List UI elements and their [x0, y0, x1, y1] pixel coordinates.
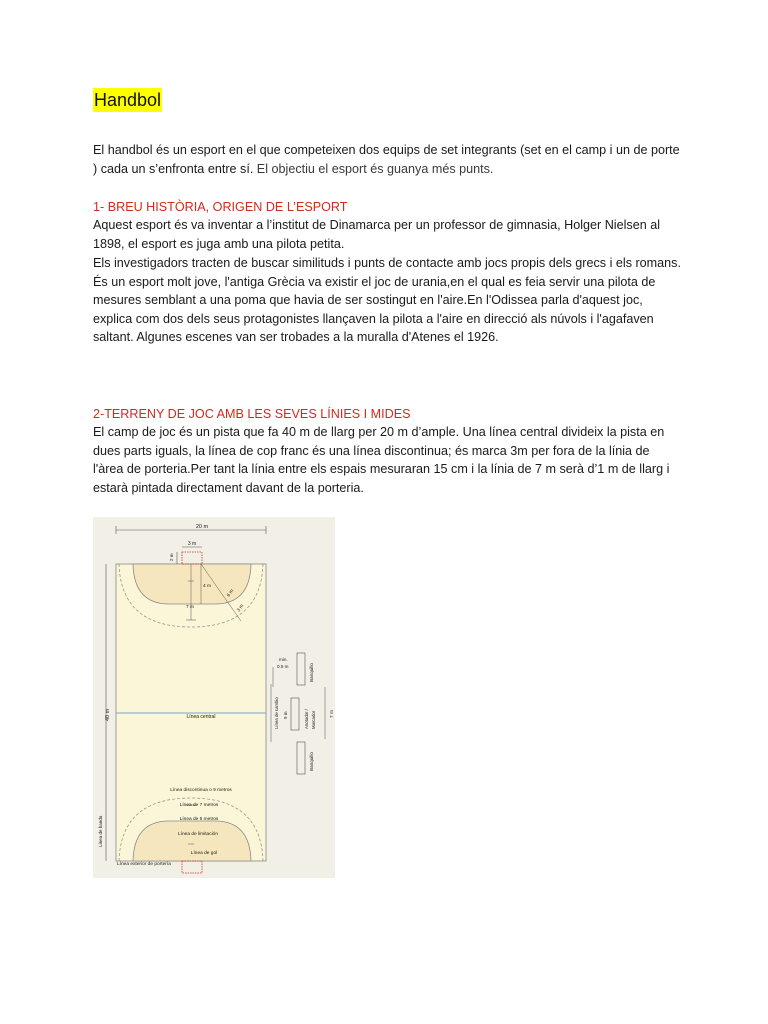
substitution-9m-label: 9 m	[283, 711, 288, 719]
dashed-9m-label: Línea discontinua o 9 metros	[170, 788, 232, 793]
length-label: 40 m	[105, 708, 111, 721]
goal-line-label: Línea de gol	[190, 851, 218, 856]
limit-line-label: Línea de limitación	[178, 832, 218, 837]
outer-goal-line-label: Línea exterior de portería	[117, 862, 171, 867]
goal-width-label: 3 m	[187, 541, 197, 547]
side-line-label: Línea de banda	[98, 815, 103, 847]
bottom-bench-label: Banquillo	[309, 752, 314, 771]
label-4m: 4 m	[203, 584, 211, 589]
scorer-table	[291, 698, 299, 730]
top-bench-label: Banquillo	[309, 663, 314, 682]
section-1-paragraph-2: Els investigadors tracten de buscar similituds i punts de contacte amb jocs propis dels grecs i els romans. És un esport molt jove, l'antiga Grècia va existir el joc de urania,en el qual es feia servir una pilota de mesures semblant a una poma que havia de ser sostingut en l'aire.En l'Odissea parla d'aquest joc, explica com dos dels seus protagonistes llançaven la pilota a l'aire en direcció als núvols i l'agafaven saltant. Algunes escenes van ser trobades a la muralla d'Atenes el 1926.	[93, 256, 681, 344]
intro-text: El handbol és un esport en el que competeixen dos equips de set integrants (set en el camp i un de porte ) cada un s’enfronta entre sí.	[93, 143, 680, 176]
bottom-bench	[297, 742, 305, 774]
scorer-label-1: Anotador /	[304, 709, 309, 729]
intro-paragraph	[93, 141, 683, 178]
document-title: Handbol	[94, 90, 162, 110]
substitution-line-label: Línea de cambio	[274, 697, 279, 729]
section-2-paragraph-1: El camp de joc és un pista que fa 40 m de llarg per 20 m d’ample. Una línea central divideix la pista en dues parts iguals, la línea de cop franc és una línea discontinua; és marca 3m per fora de la línia de l'àrea de porteria.Per tant la línia entre els espais mesuraran 15 cm i la línia de 7 m serà d’1 m de llarg i estarà pintada directament davant de la porteria.	[93, 425, 670, 495]
right-7m-label: 7 m	[330, 710, 335, 718]
goal-depth-label: 2 m	[169, 553, 174, 561]
top-goal-area	[133, 564, 251, 604]
label-7m: 7 m	[186, 605, 194, 610]
width-label: 20 m	[195, 524, 209, 530]
section-1-heading: 1- BREU HISTÒRIA, ORIGEN DE L’ESPORT	[93, 200, 348, 214]
min-label-1: min.	[279, 657, 288, 662]
bottom-goal-net	[182, 861, 202, 873]
top-goal-net	[182, 552, 202, 564]
6m-line-label: Línea de 6 metros	[179, 817, 219, 822]
intro-objective-text: El objectiu el esport és guanya més punts.	[253, 161, 494, 176]
label-6m: 6 m	[226, 588, 236, 599]
label-3m: 3 m	[236, 603, 246, 614]
scorer-label-2: Marcador	[311, 710, 316, 729]
top-bench	[297, 653, 305, 685]
court-svg	[93, 517, 335, 878]
section-1-paragraph-1: Aquest esport és va inventar a l’institut de Dinamarca per un professor de gimnasia, Holger Nielsen al 1898, el esport es juga amb una pilota petita.	[93, 218, 661, 251]
7m-line-label: Línea de 7 metros	[179, 803, 219, 808]
center-line-label: Línea central	[186, 714, 216, 720]
handball-court-diagram	[93, 517, 335, 878]
section-2-heading: 2-TERRENY DE JOC AMB LES SEVES LÍNIES I MIDES	[93, 407, 411, 421]
min-label-2: 0.5 m	[277, 664, 289, 669]
